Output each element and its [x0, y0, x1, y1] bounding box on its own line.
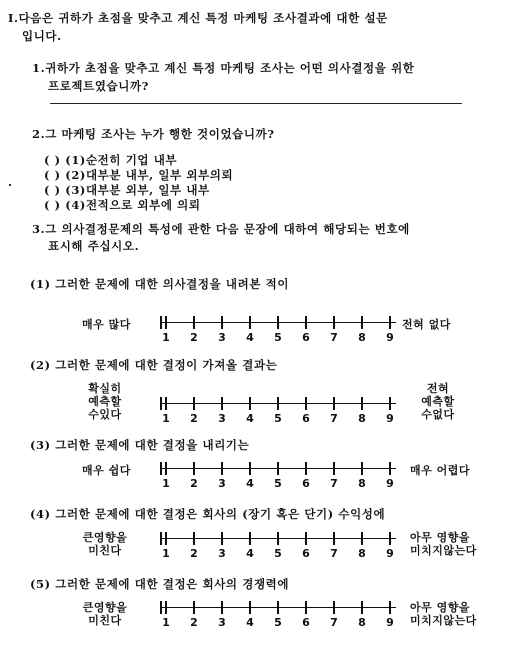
item-4-right-line2: 미치지않는다 — [410, 544, 477, 557]
scale-number[interactable]: 5 — [274, 331, 282, 344]
item-1-title: (1) 그러한 문제에 대한 의사결정을 내려본 적이 — [30, 277, 290, 291]
scale-number[interactable]: 8 — [358, 547, 366, 560]
option-2[interactable]: ( ) (2)대부분 내부, 일부 외부의뢰 — [44, 168, 234, 182]
scale-number[interactable]: 3 — [218, 547, 226, 560]
scale-tick[interactable] — [305, 316, 307, 329]
scale-tick[interactable] — [165, 532, 167, 545]
scale-tick[interactable] — [277, 532, 279, 545]
scale-tick[interactable] — [249, 316, 251, 329]
scale-end-tick — [160, 601, 162, 614]
item-4-right-label — [410, 531, 477, 557]
item-4-scale[interactable] — [160, 532, 396, 564]
item-4-title: (4) 그러한 문제에 대한 결정은 회사의 (장기 혹은 단기) 수익성에 — [30, 507, 386, 521]
scale-number[interactable]: 7 — [330, 616, 338, 629]
item-3-title: (3) 그러한 문제에 대한 결정을 내리기는 — [30, 438, 250, 452]
item-2-left-line3: 수있다 — [88, 408, 122, 421]
scale-number[interactable]: 6 — [302, 331, 310, 344]
item-2-right-line1: 전혀 — [426, 382, 450, 395]
item-5-title: (5) 그러한 문제에 대한 결정은 회사의 경쟁력에 — [30, 577, 290, 591]
scale-tick[interactable] — [389, 397, 391, 410]
scale-number[interactable]: 3 — [218, 616, 226, 629]
scale-number[interactable]: 9 — [386, 616, 394, 629]
scale-tick[interactable] — [193, 462, 195, 475]
scale-number[interactable]: 5 — [274, 412, 282, 425]
scale-number[interactable]: 5 — [274, 616, 282, 629]
scale-number[interactable]: 2 — [190, 616, 198, 629]
scale-number[interactable]: 3 — [218, 477, 226, 490]
scale-number[interactable]: 8 — [358, 477, 366, 490]
scale-tick[interactable] — [193, 316, 195, 329]
scale-tick[interactable] — [389, 601, 391, 614]
scale-tick[interactable] — [277, 397, 279, 410]
item-3-left-label: 매우 쉽다 — [82, 464, 131, 477]
scale-tick[interactable] — [361, 316, 363, 329]
scale-tick[interactable] — [277, 316, 279, 329]
intro-text-line1: Ⅰ.다음은 귀하가 초점을 맞추고 계신 특정 마케팅 조사결과에 대한 설문 — [8, 11, 388, 25]
scale-tick[interactable] — [361, 601, 363, 614]
scale-number[interactable]: 2 — [190, 331, 198, 344]
scale-number[interactable]: 6 — [302, 616, 310, 629]
scale-tick[interactable] — [277, 462, 279, 475]
scale-tick[interactable] — [193, 397, 195, 410]
item-5-right-line2: 미치지않는다 — [410, 614, 477, 627]
scale-tick[interactable] — [165, 397, 167, 410]
option-3[interactable]: ( ) (3)대부분 외부, 일부 내부 — [44, 183, 210, 197]
scale-number[interactable]: 9 — [386, 547, 394, 560]
scale-tick[interactable] — [193, 532, 195, 545]
scale-number[interactable]: 3 — [218, 412, 226, 425]
intro-text-line2: 입니다. — [22, 29, 62, 43]
scale-number[interactable]: 8 — [358, 331, 366, 344]
option-4[interactable]: ( ) (4)전적으로 외부에 의뢰 — [44, 198, 201, 212]
scale-number[interactable]: 1 — [162, 547, 170, 560]
scale-tick[interactable] — [249, 462, 251, 475]
scale-number[interactable]: 9 — [386, 477, 394, 490]
scale-tick[interactable] — [277, 601, 279, 614]
item-2-left-line2: 예측할 — [88, 395, 122, 408]
item-4-left-line1: 큰영향을 — [82, 531, 128, 544]
question-2: 2.그 마케팅 조사는 누가 행한 것이었습니까? — [32, 127, 275, 141]
item-2-title: (2) 그러한 문제에 대한 결정이 가져올 결과는 — [30, 358, 278, 372]
scale-tick[interactable] — [305, 397, 307, 410]
scale-number[interactable]: 1 — [162, 477, 170, 490]
scale-tick[interactable] — [389, 316, 391, 329]
scale-number[interactable]: 3 — [218, 331, 226, 344]
scale-number[interactable]: 9 — [386, 412, 394, 425]
scale-tick[interactable] — [305, 532, 307, 545]
scale-number[interactable]: 1 — [162, 412, 170, 425]
stray-mark — [9, 184, 11, 186]
item-4-left-label — [76, 531, 134, 557]
scale-tick[interactable] — [361, 462, 363, 475]
item-2-right-line2: 예측할 — [421, 395, 455, 408]
scale-number[interactable]: 4 — [246, 547, 254, 560]
scale-tick[interactable] — [361, 397, 363, 410]
option-1[interactable]: ( ) (1)순전히 기업 내부 — [44, 153, 178, 167]
scale-end-tick — [160, 532, 162, 545]
scale-tick[interactable] — [193, 601, 195, 614]
item-5-scale[interactable] — [160, 601, 396, 633]
scale-tick[interactable] — [333, 397, 335, 410]
scale-tick[interactable] — [221, 397, 223, 410]
scale-number[interactable]: 7 — [330, 331, 338, 344]
scale-number[interactable]: 4 — [246, 331, 254, 344]
scale-number[interactable]: 8 — [358, 616, 366, 629]
scale-tick[interactable] — [165, 601, 167, 614]
item-5-left-line2: 미친다 — [88, 614, 122, 627]
item-3-scale[interactable] — [160, 462, 396, 494]
scale-number[interactable]: 2 — [190, 547, 198, 560]
scale-tick[interactable] — [249, 601, 251, 614]
item-5-right-label — [410, 601, 477, 627]
scale-tick[interactable] — [389, 532, 391, 545]
item-2-left-line1: 확실히 — [88, 382, 122, 395]
scale-number[interactable]: 4 — [246, 477, 254, 490]
scale-number[interactable]: 4 — [246, 616, 254, 629]
scale-number[interactable]: 1 — [162, 616, 170, 629]
scale-end-tick — [160, 397, 162, 410]
scale-tick[interactable] — [221, 462, 223, 475]
scale-tick[interactable] — [249, 532, 251, 545]
scale-tick[interactable] — [333, 316, 335, 329]
scale-tick[interactable] — [333, 462, 335, 475]
scale-number[interactable]: 5 — [274, 477, 282, 490]
scale-number[interactable]: 7 — [330, 477, 338, 490]
item-2-right-line3: 수없다 — [421, 408, 455, 421]
scale-tick[interactable] — [165, 462, 167, 475]
scale-number[interactable]: 2 — [190, 477, 198, 490]
scale-end-tick — [160, 316, 162, 329]
scale-tick[interactable] — [221, 316, 223, 329]
item-1-scale[interactable] — [160, 316, 396, 348]
item-5-left-label — [76, 601, 134, 627]
scale-end-tick — [160, 462, 162, 475]
item-1-right-label: 전혀 없다 — [402, 318, 451, 331]
item-4-left-line2: 미친다 — [88, 544, 122, 557]
scale-tick[interactable] — [249, 397, 251, 410]
question-1-line1: 1.귀하가 초점을 맞추고 계신 특정 마케팅 조사는 어떤 의사결정을 위한 — [32, 61, 415, 75]
scale-number[interactable]: 4 — [246, 412, 254, 425]
question-3-line2: 표시해 주십시오. — [48, 239, 140, 253]
item-1-left-label: 매우 많다 — [82, 318, 131, 331]
item-4-right-line1: 아무 영향을 — [410, 531, 470, 544]
scale-tick[interactable] — [165, 316, 167, 329]
scale-number[interactable]: 6 — [302, 547, 310, 560]
scale-tick[interactable] — [221, 601, 223, 614]
scale-tick[interactable] — [389, 462, 391, 475]
scale-number[interactable]: 7 — [330, 412, 338, 425]
item-5-right-line1: 아무 영향을 — [410, 601, 470, 614]
scale-tick[interactable] — [305, 601, 307, 614]
scale-tick[interactable] — [305, 462, 307, 475]
question-3-line1: 3.그 의사결정문제의 특성에 관한 다음 문장에 대하여 해당되는 번호에 — [32, 222, 410, 236]
item-3-right-label: 매우 어렵다 — [410, 464, 470, 477]
scale-number[interactable]: 9 — [386, 331, 394, 344]
scale-number[interactable]: 6 — [302, 412, 310, 425]
scale-number[interactable]: 6 — [302, 477, 310, 490]
scale-tick[interactable] — [221, 532, 223, 545]
scale-tick[interactable] — [333, 532, 335, 545]
item-5-left-line1: 큰영향을 — [82, 601, 128, 614]
scale-tick[interactable] — [361, 532, 363, 545]
scale-number[interactable]: 1 — [162, 331, 170, 344]
item-2-left-label — [76, 382, 134, 421]
scale-number[interactable]: 5 — [274, 547, 282, 560]
scale-number[interactable]: 7 — [330, 547, 338, 560]
item-2-scale[interactable] — [160, 397, 396, 429]
answer-line[interactable] — [50, 103, 462, 104]
scale-number[interactable]: 8 — [358, 412, 366, 425]
question-1-line2: 프로젝트였습니까? — [48, 79, 150, 93]
item-2-right-label — [410, 382, 466, 421]
scale-tick[interactable] — [333, 601, 335, 614]
scale-number[interactable]: 2 — [190, 412, 198, 425]
